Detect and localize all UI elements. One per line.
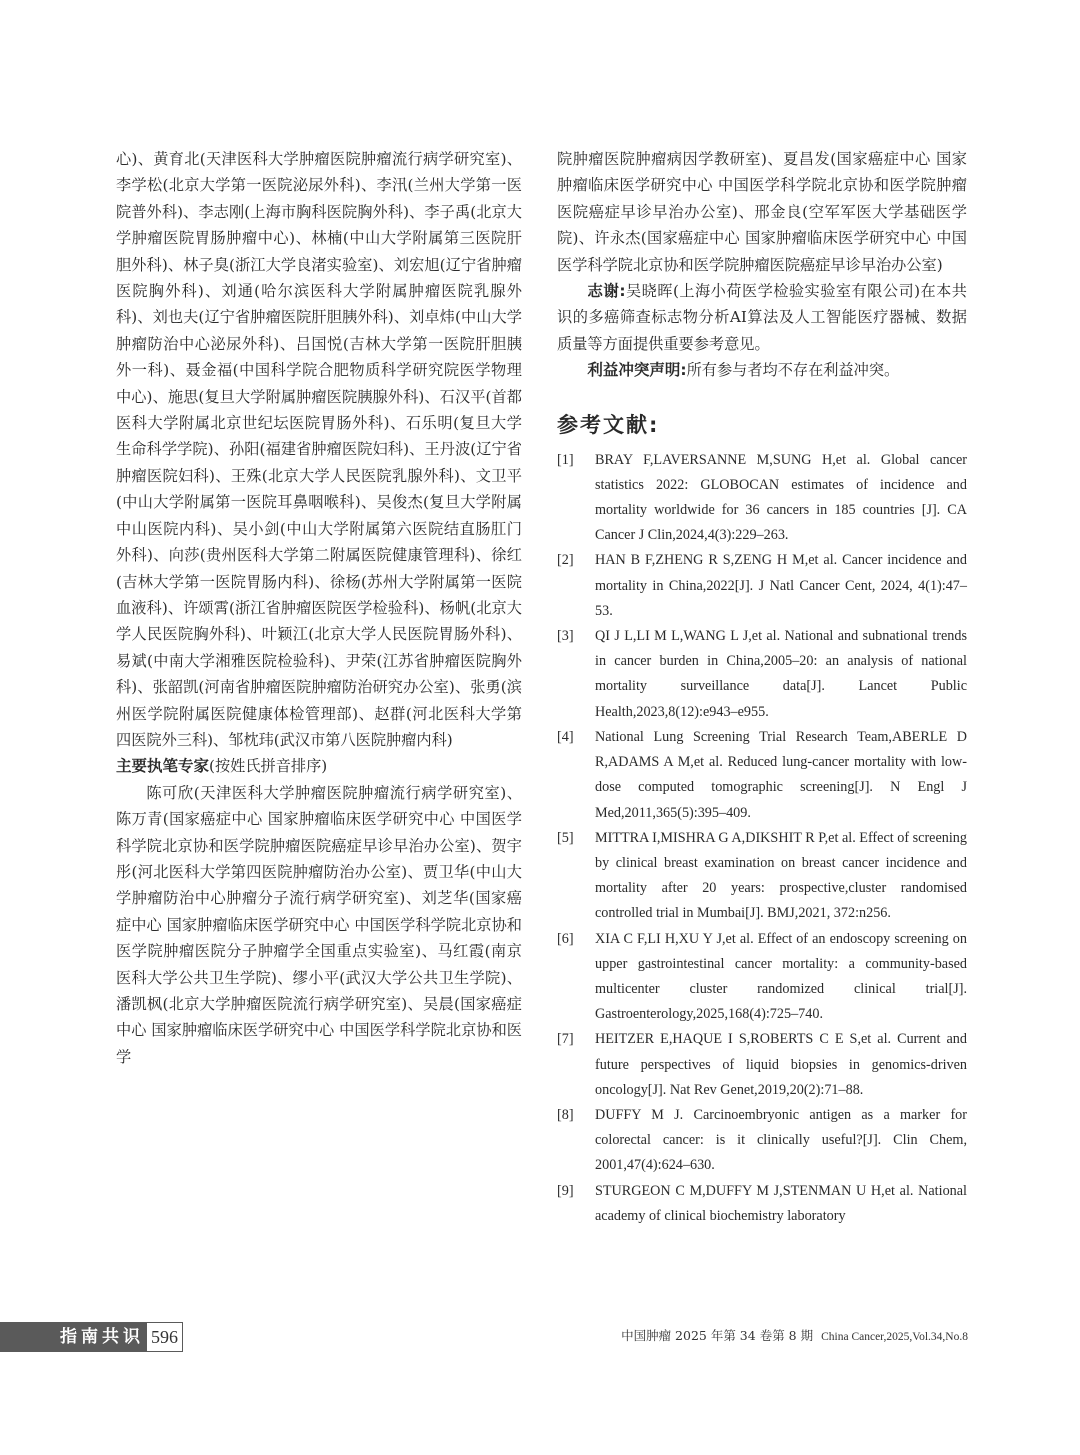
reference-text: National Lung Screening Trial Research Team,ABERLE D R,ADAMS A M,et al. Reduced lung-cancer mortality with low-dose computed tomographic screening[J]. N Engl J Med,2011,365(5):395–409.: [595, 728, 967, 821]
lead-authors-heading-note: (按姓氏拼音排序): [209, 757, 328, 776]
conflict-text: 所有参与者均不存在利益冲突。: [686, 361, 900, 380]
reference-text: HAN B F,ZHENG R S,ZENG H M,et al. Cancer incidence and mortality in China,2022[J]. J Natl Cancer Cent, 2024, 4(1):47–53.: [595, 552, 967, 619]
reference-number: [3]: [557, 628, 574, 645]
contributors-paragraph: 心)、黄育北(天津医科大学肿瘤医院肿瘤流行病学研究室)、李学松(北京大学第一医院泌尿外科)、李汛(兰州大学第一医院普外科)、李志刚(上海市胸科医院胸外科)、李子禹(北京大学肿瘤医院胃肠肿瘤中心)、林楠(中山大学附属第三医院肝胆外科)、林子臭(浙江大学良渚实验室)、刘宏旭(辽宁省肿瘤医院胸外科)、刘通(哈尔滨医科大学附属肿瘤医院乳腺外科)、刘也夫(辽宁省肿瘤医院肝胆胰外科)、刘卓炜(中山大学肿瘤防治中心泌尿外科)、吕国悦(吉林大学第一医院肝胆胰外一科)、聂金福(中国科学院合肥物质科学研究院医学物理中心)、施思(复旦大学附属肿瘤医院胰腺外科)、石汉平(首都医科大学附属北京世纪坛医院胃肠外科)、石乐明(复旦大学生命科学学院)、孙阳(福建省肿瘤医院妇科)、王丹波(辽宁省肿瘤医院妇科)、王殊(北京大学人民医院乳腺外科)、文卫平(中山大学附属第一医院耳鼻咽喉科)、吴俊杰(复旦大学附属中山医院内科)、吴小剑(中山大学附属第六医院结直肠肛门外科)、向莎(贵州医科大学第二附属医院健康管理科)、徐红(吉林大学第一医院胃肠内科)、徐杨(苏州大学附属第一医院血液科)、许颂霄(浙江省肿瘤医院医学检验科)、杨帆(北京大学人民医院胸外科)、叶颖江(北京大学人民医院胃肠外科)、易斌(中南大学湘雅医院检验科)、尹荣(江苏省肿瘤医院胸外科)、张韶凯(河南省肿瘤医院肿瘤防治研究办公室)、张勇(滨州医学院附属医院健康体检管理部)、赵群(河北医科大学第四医院外三科)、邹枕玮(武汉市第八医院肿瘤内科): [116, 150, 522, 749]
journal-info-cn: 中国肿瘤 2025 年第 34 卷第 8 期: [621, 1328, 814, 1343]
reference-text: HEITZER E,HAQUE I S,ROBERTS C E S,et al. Current and future perspectives of liquid biopsies in genomics-driven oncology[J]. Nat Rev Genet,2019,20(2):71–88.: [595, 1031, 967, 1098]
reference-item: [557, 624, 967, 725]
reference-item: [557, 927, 967, 1028]
references-list: [557, 448, 967, 1229]
reference-number: [9]: [557, 1182, 574, 1199]
lead-authors-paragraph: 陈可欣(天津医科大学肿瘤医院肿瘤流行病学研究室)、陈万青(国家癌症中心 国家肿瘤临床医学研究中心 中国医学科学院北京协和医学院肿瘤医院癌症早诊早治办公室)、贺宇彤(河北医科大学第四医院肿瘤防治办公室)、贾卫华(中山大学肿瘤防治中心肿瘤分子流行病学研究室)、刘芝华(国家癌症中心 国家肿瘤临床医学研究中心 中国医学科学院北京协和医学院肿瘤医院分子肿瘤学全国重点实验室)、马红霞(南京医科大学公共卫生学院)、缪小平(武汉大学公共卫生学院)、潘凯枫(北京大学肿瘤医院流行病学研究室)、吴晨(国家癌症中心 国家肿瘤临床医学研究中心 中国医学科学院北京协和医学: [116, 783, 522, 1066]
reference-text: DUFFY M J. Carcinoembryonic antigen as a marker for colorectal cancer: is it clinically useful?[J]. Clin Chem, 2001,47(4):624–630.: [595, 1106, 967, 1174]
reference-text: XIA C F,LI H,XU Y J,et al. Effect of an endoscopy screening on upper gastrointestinal cancer mortality: a community-based multicenter cluster randomized clinical trial[J]. Gastroenterology,2025,168(4):725–740.: [595, 930, 967, 1023]
reference-item: [557, 548, 967, 624]
page-number: 596: [146, 1322, 183, 1352]
lead-authors-heading-bold: 主要执笔专家: [116, 757, 210, 776]
acknowledgement-text: 吴晓晖(上海小荷医学检验实验室有限公司)在本共识的多癌筛查标志物分析AI算法及人工智能医疗器械、数据质量等方面提供重要参考意见。: [557, 282, 967, 353]
acknowledgement-label: 志谢:: [587, 282, 626, 301]
reference-number: [8]: [557, 1106, 574, 1123]
left-column: [116, 146, 522, 1070]
reference-item: [557, 448, 967, 549]
conflict-label: 利益冲突声明:: [587, 361, 687, 380]
reference-text: STURGEON C M,DUFFY M J,STENMAN U H,et al. National academy of clinical biochemistry laboratory: [595, 1182, 967, 1224]
reference-text: BRAY F,LAVERSANNE M,SUNG H,et al. Global cancer statistics 2022: GLOBOCAN estimates of incidence and mortality worldwide for 36 cancers in 185 countries [J]. CA Cancer J Clin,2024,4(3):229–263.: [595, 451, 967, 544]
lead-authors-heading: [116, 753, 522, 779]
footer-section-label: 指南共识: [60, 1327, 144, 1347]
reference-number: [4]: [557, 728, 574, 745]
reference-item: [557, 1103, 967, 1179]
conflict-paragraph: [557, 357, 967, 383]
reference-number: [5]: [557, 829, 574, 846]
reference-text: QI J L,LI M L,WANG L J,et al. National and subnational trends in cancer burden in China,2005–20: an analysis of national mortality surveillance data[J]. Lancet Public Health,2023,8(12):e943–e955.: [595, 628, 967, 720]
reference-item: [557, 826, 967, 927]
reference-number: [1]: [557, 451, 574, 468]
reference-text: MITTRA I,MISHRA G A,DIKSHIT R P,et al. Effect of screening by clinical breast examination on breast cancer incidence and mortality after 20 years: prospective,cluster randomised controlled trial in Mumbai[J]. BMJ,2021, 372:n256.: [595, 829, 967, 922]
reference-item: [557, 1179, 967, 1229]
reference-item: [557, 1027, 967, 1103]
journal-info: [621, 1326, 968, 1347]
journal-info-en: China Cancer,2025,Vol.34,No.8: [821, 1331, 968, 1343]
reference-number: [6]: [557, 930, 574, 947]
reference-number: [7]: [557, 1031, 574, 1048]
acknowledgement-paragraph: [557, 278, 967, 357]
authors-continued-paragraph: 院肿瘤医院肿瘤病因学教研室)、夏昌发(国家癌症中心 国家肿瘤临床医学研究中心 中国医学科学院北京协和医学院肿瘤医院癌症早诊早治办公室)、邢金良(空军军医大学基础医学院)、许永杰(国家癌症中心 国家肿瘤临床医学研究中心 中国医学科学院北京协和医学院肿瘤医院癌症早诊早治办公室): [557, 150, 967, 274]
reference-number: [2]: [557, 552, 574, 569]
references-title: 参考文献:: [557, 412, 660, 437]
right-column: [557, 146, 967, 1229]
reference-item: [557, 725, 967, 826]
